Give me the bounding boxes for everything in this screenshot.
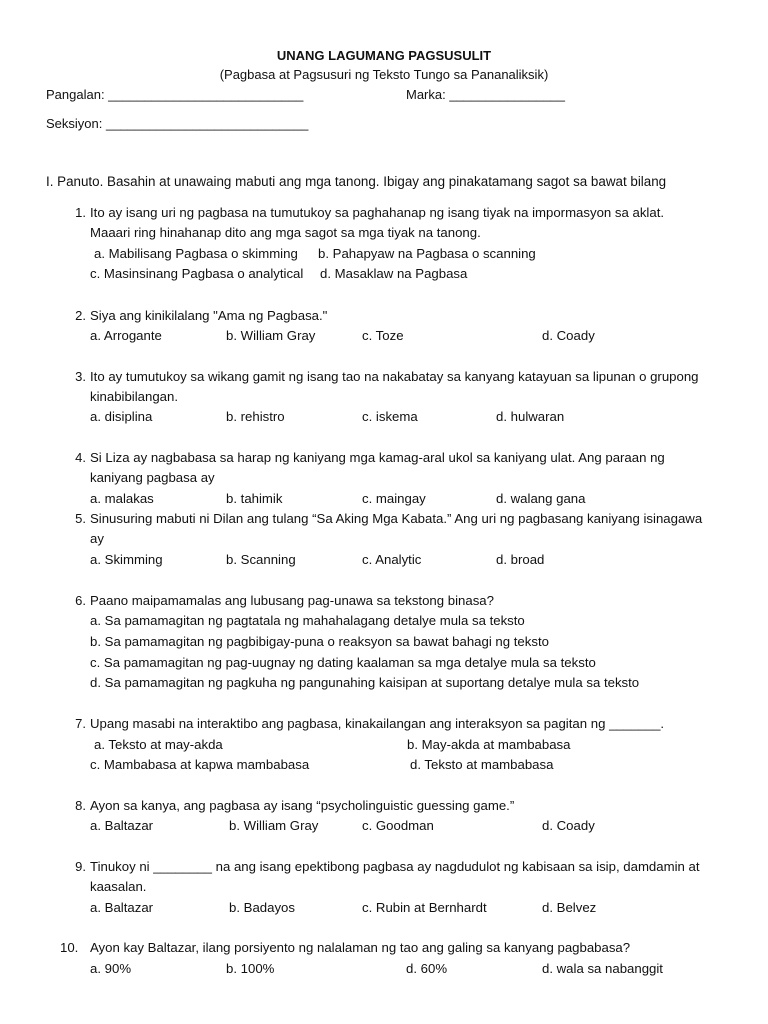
choice-c: c. maingay <box>362 491 426 506</box>
choice-b: b. William Gray <box>226 328 316 343</box>
question-text: ay <box>90 531 104 546</box>
name-field: Pangalan: ___________________________ <box>46 87 304 102</box>
score-field: Marka: ________________ <box>406 87 566 102</box>
section-field: Seksiyon: ____________________________ <box>46 116 309 131</box>
exam-subtitle: (Pagbasa at Pagsusuri ng Teksto Tungo sa Pananaliksik) <box>219 67 549 82</box>
choice-b: b. tahimik <box>226 491 283 506</box>
question-text: Ito ay tumutukoy sa wikang gamit ng isang tao na nakabatay sa kanyang katayuan sa lipunan o grupong <box>90 369 699 384</box>
choice-c: d. 60% <box>406 961 448 976</box>
choice-d: d. Belvez <box>542 900 597 915</box>
choice-b: b. Badayos <box>229 900 295 915</box>
question-text: Si Liza ay nagbabasa sa harap ng kaniyang mga kamag-aral ukol sa kaniyang ulat. Ang paraan ng <box>90 450 665 465</box>
choice-a: a. Arrogante <box>90 328 162 343</box>
choice-c: c. Masinsinang Pagbasa o analytical <box>90 266 304 281</box>
choice-d: d. walang gana <box>496 491 586 506</box>
question-number: 3. <box>75 369 86 384</box>
choice-d: d. Masaklaw na Pagbasa <box>320 266 468 281</box>
choice-a: a. Skimming <box>90 552 163 567</box>
choice-d: d. Coady <box>542 328 595 343</box>
choice-b: b. William Gray <box>229 818 319 833</box>
choice-d: d. Teksto at mambabasa <box>410 757 554 772</box>
question-number: 1. <box>75 205 86 220</box>
choice-c: c. Mambabasa at kapwa mambabasa <box>90 757 310 772</box>
question-text: kinabibilangan. <box>90 389 178 404</box>
choice-b: b. Scanning <box>226 552 296 567</box>
choice-c: c. Goodman <box>362 818 434 833</box>
question-text: Upang masabi na interaktibo ang pagbasa, kinakailangan ang interaksyon sa pagitan ng _______. <box>90 716 665 731</box>
choice-d: d. broad <box>496 552 545 567</box>
choice-a: a. malakas <box>90 491 154 506</box>
choice-c: c. Rubin at Bernhardt <box>362 900 487 915</box>
question-number: 7. <box>75 716 86 731</box>
question-text: Ito ay isang uri ng pagbasa na tumutukoy sa paghahanap ng isang tiyak na impormasyon sa aklat. <box>90 205 665 220</box>
choice-b: b. May-akda at mambabasa <box>407 737 571 752</box>
question-number: 6. <box>75 593 86 608</box>
choice-c: c. Analytic <box>362 552 422 567</box>
question-text: Paano maipamamalas ang lubusang pag-unawa sa tekstong binasa? <box>90 593 494 608</box>
choice-a: a. Sa pamamagitan ng pagtatala ng mahahalagang detalye mula sa teksto <box>90 613 525 628</box>
question-text: Ayon sa kanya, ang pagbasa ay isang “psycholinguistic guessing game.” <box>90 798 515 813</box>
question-text: Sinusuring mabuti ni Dilan ang tulang “Sa Aking Mga Kabata.” Ang uri ng pagbasang kaniyang isinagawa <box>90 511 703 526</box>
choice-c: c. Sa pamamagitan ng pag-uugnay ng dating kaalaman sa mga detalye mula sa teksto <box>90 655 596 670</box>
question-number: 10. <box>60 940 79 955</box>
choice-d: d. hulwaran <box>496 409 565 424</box>
choice-a: a. Baltazar <box>90 818 154 833</box>
choice-b: b. rehistro <box>226 409 285 424</box>
choice-a: a. 90% <box>90 961 132 976</box>
choice-a: a. Mabilisang Pagbasa o skimming <box>94 246 298 261</box>
choice-d: d. wala sa nabanggit <box>542 961 663 976</box>
instructions: I. Panuto. Basahin at unawaing mabuti ang mga tanong. Ibigay ang pinakatamang sagot sa bawat bilang <box>46 174 667 189</box>
choice-a: a. Teksto at may-akda <box>94 737 223 752</box>
choice-a: a. Baltazar <box>90 900 154 915</box>
question-text: Maaari ring hinahanap dito ang mga sagot sa mga tiyak na tanong. <box>90 225 481 240</box>
question-text: Tinukoy ni ________ na ang isang epektibong pagbasa ay nagdudulot ng kabisaan sa isip, damdamin at <box>90 859 700 874</box>
choice-d: d. Sa pamamagitan ng pagkuha ng pangunahing kaisipan at suportang detalye mula sa teksto <box>90 675 640 690</box>
choice-c: c. iskema <box>362 409 418 424</box>
choice-b: b. 100% <box>226 961 275 976</box>
question-text: Ayon kay Baltazar, ilang porsiyento ng nalalaman ng tao ang galing sa kanyang pagbabasa? <box>90 940 631 955</box>
choice-c: c. Toze <box>362 328 404 343</box>
question-number: 8. <box>75 798 86 813</box>
choice-b: b. Sa pamamagitan ng pagbibigay-puna o reaksyon sa bawat bahagi ng teksto <box>90 634 549 649</box>
question-text: Siya ang kinikilalang "Ama ng Pagbasa." <box>90 308 328 323</box>
question-text: kaniyang pagbasa ay <box>90 470 215 485</box>
choice-b: b. Pahapyaw na Pagbasa o scanning <box>318 246 536 261</box>
question-number: 9. <box>75 859 86 874</box>
question-number: 5. <box>75 511 86 526</box>
exam-title: UNANG LAGUMANG PAGSUSULIT <box>276 48 492 63</box>
question-text: kaasalan. <box>90 879 147 894</box>
choice-a: a. disiplina <box>90 409 153 424</box>
question-number: 4. <box>75 450 86 465</box>
question-number: 2. <box>75 308 86 323</box>
choice-d: d. Coady <box>542 818 595 833</box>
